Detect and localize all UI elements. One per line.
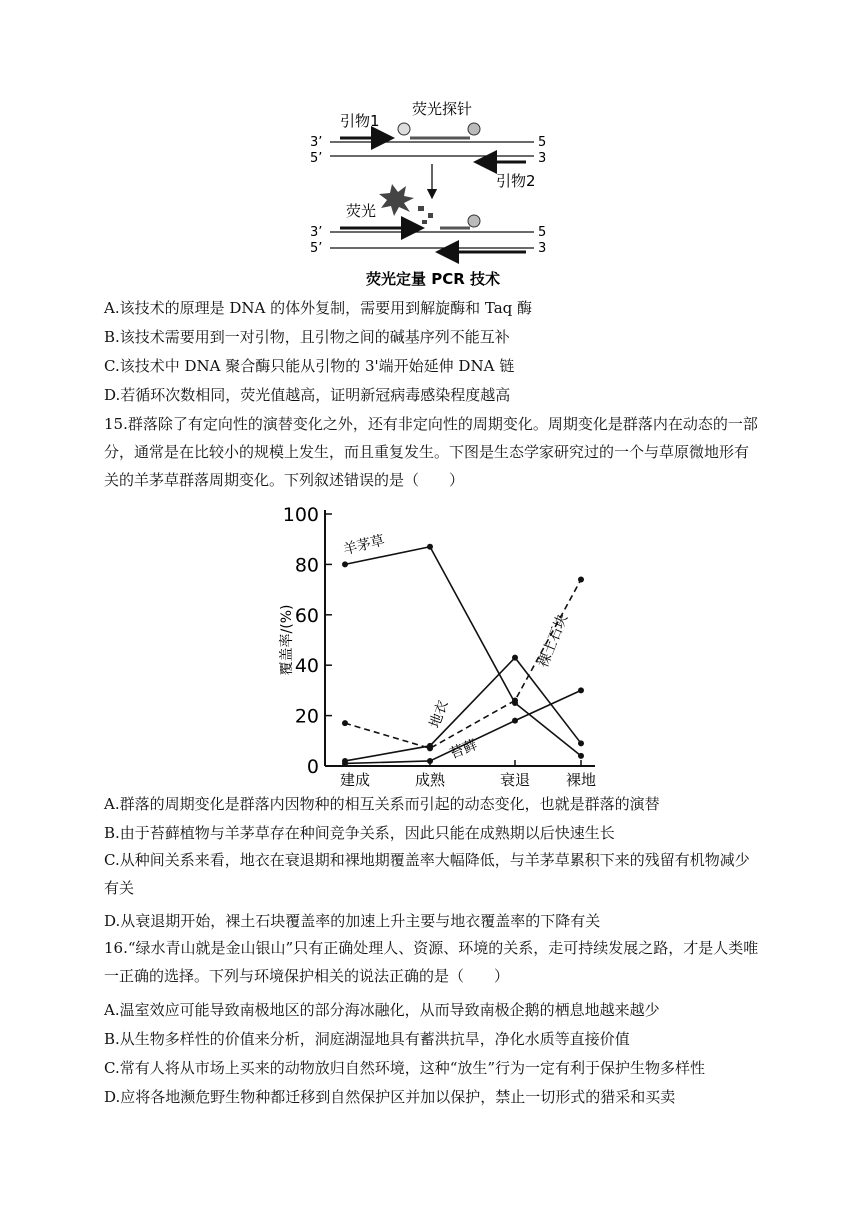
- end-label: 3: [538, 151, 547, 166]
- y-tick-label: 20: [294, 705, 319, 728]
- fluorescence-burst: [379, 184, 414, 216]
- end-label: 5’: [310, 151, 323, 166]
- q15-option-a: A.群落的周期变化是群落内因物种的相互关系而引起的动态变化，也就是群落的演替: [104, 795, 660, 813]
- q15-stem: 15.群落除了有定向性的演替变化之外，还有非定向性的周期变化。周期变化是群落内在动态的一部分，通常是在比较小的规模上发生，而且重复发生。下图是生态学家研究过的一个与草原微地形有关的羊茅草群落周期变化。下列叙述错误的是（ ）: [104, 415, 758, 489]
- q16-option-a: A.温室效应可能导致南极地区的部分海冰融化，从而导致南极企鹅的栖息地越来越少: [104, 1001, 660, 1019]
- data-point: [512, 655, 518, 661]
- data-point: [512, 718, 518, 724]
- coverage-line-chart: [270, 500, 600, 790]
- q14-option-d: D.若循环次数相同，荧光值越高，证明新冠病毒感染程度越高: [104, 386, 511, 404]
- q14-option-b: B.该技术需要用到一对引物，且引物之间的碱基序列不能互补: [104, 328, 510, 346]
- y-tick-label: 0: [306, 756, 319, 778]
- q15-option-b: B.由于苔藓植物与羊茅草存在种间竞争关系，因此只能在成熟期以后快速生长: [104, 824, 615, 842]
- series-label: 苔藓: [447, 737, 480, 763]
- x-tick-label: 裸地: [565, 771, 597, 789]
- data-point: [342, 561, 348, 567]
- data-point: [578, 687, 584, 693]
- pcr-diagram: [300, 96, 560, 292]
- q16-option-c: C.常有人将从市场上买来的动物放归自然环境，这种“放生”行为一定有利于保护生物多样性: [104, 1059, 706, 1077]
- y-tick-label: 40: [294, 655, 319, 678]
- data-point: [512, 697, 518, 703]
- series-label: 裸土石块: [535, 612, 572, 670]
- data-point: [342, 760, 348, 766]
- pcr-caption: 荧光定量 PCR 技术: [366, 270, 500, 288]
- probe-label: 荧光探针: [412, 100, 473, 118]
- x-tick-label: 成熟: [414, 771, 446, 789]
- fluor-dot: [398, 123, 410, 135]
- data-point: [427, 544, 433, 550]
- fluor-label: 荧光: [346, 202, 377, 220]
- x-tick-label: 衰退: [499, 771, 531, 789]
- q15-option-c: C.从种间关系来看，地衣在衰退期和裸地期覆盖率大幅降低，与羊茅草累积下来的残留有机物减少有关: [104, 851, 750, 897]
- y-tick-label: 100: [282, 504, 319, 526]
- end-label: 5’: [310, 241, 323, 256]
- end-label: 5: [538, 225, 547, 240]
- q15-option-d: D.从衰退期开始，裸土石块覆盖率的加速上升主要与地衣覆盖率的下降有关: [104, 912, 601, 930]
- q16-option-b: B.从生物多样性的价值来分析，洞庭湖湿地具有蓄洪抗旱，净化水质等直接价值: [104, 1030, 630, 1048]
- y-axis-label: 覆盖率/(%): [279, 604, 295, 676]
- series-label: 地衣: [426, 698, 452, 731]
- data-point: [427, 758, 433, 764]
- end-label: 3’: [310, 225, 323, 240]
- data-point: [578, 740, 584, 746]
- data-point: [578, 753, 584, 759]
- primer2-label: 引物2: [496, 172, 536, 190]
- series-label: 羊茅草: [341, 532, 387, 559]
- y-tick-label: 60: [294, 604, 319, 627]
- primer1-label: 引物1: [340, 112, 380, 130]
- q16-option-d: D.应将各地濒危野生物种都迁移到自然保护区并加以保护，禁止一切形式的猎采和买卖: [104, 1088, 676, 1106]
- data-point: [427, 745, 433, 751]
- end-label: 5: [538, 135, 547, 150]
- quencher-dot: [468, 123, 480, 135]
- end-label: 3’: [310, 135, 323, 150]
- y-tick-label: 80: [294, 554, 319, 577]
- data-point: [578, 577, 584, 583]
- data-point: [342, 720, 348, 726]
- q14-option-a: A.该技术的原理是 DNA 的体外复制，需要用到解旋酶和 Taq 酶: [104, 299, 533, 317]
- q16-stem: 16.“绿水青山就是金山银山”只有正确处理人、资源、环境的关系，走可持续发展之路，才是人类唯一正确的选择。下列与环境保护相关的说法正确的是（ ）: [104, 939, 759, 985]
- end-label: 3: [538, 241, 547, 256]
- x-tick-label: 建成: [339, 771, 371, 789]
- q14-option-c: C.该技术中 DNA 聚合酶只能从引物的 3'端开始延伸 DNA 链: [104, 357, 515, 375]
